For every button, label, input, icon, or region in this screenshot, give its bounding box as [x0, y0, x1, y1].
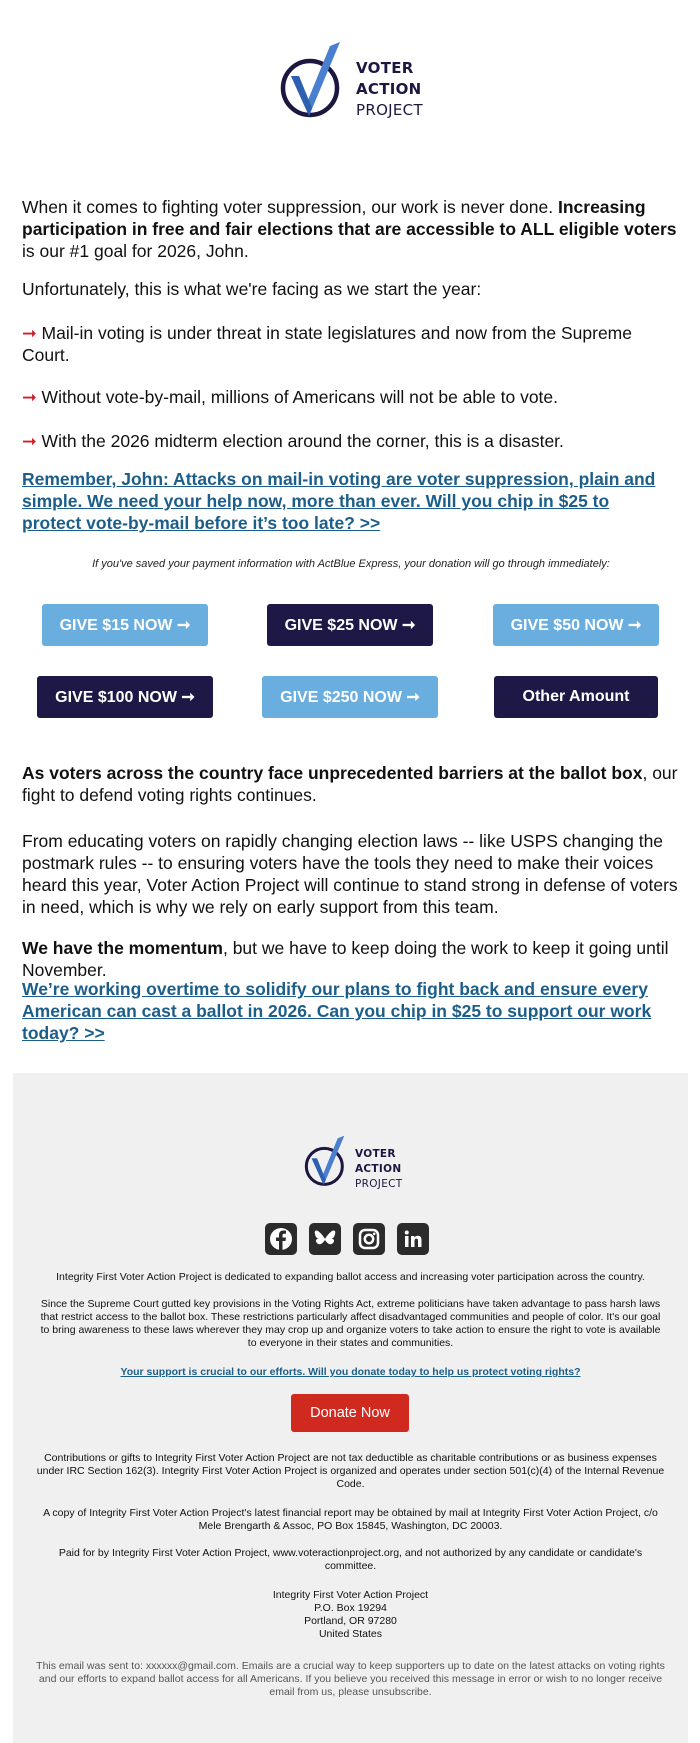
intro-paragraph: [22, 196, 682, 262]
bullet-item: [22, 430, 682, 452]
other-amount-button[interactable]: Other Amount: [494, 676, 658, 718]
support-link[interactable]: Your support is crucial to our efforts. Will you donate today to help us protect voting rights?: [120, 1366, 581, 1378]
address-line: P.O. Box 19294: [314, 1602, 387, 1614]
social-links: [265, 1223, 435, 1257]
logo-word-project: PROJECT: [356, 101, 423, 119]
support-paragraph: [13, 1366, 688, 1379]
barriers-rest: , our fight to defend voting rights continues.: [22, 762, 678, 805]
momentum-paragraph: [22, 937, 682, 981]
give-50-button[interactable]: GIVE $50 NOW ➞: [493, 604, 659, 646]
bullet-item: [22, 386, 682, 408]
address-line: Portland, OR 97280: [304, 1615, 397, 1627]
tax-disclaimer: Contributions or gifts to Integrity First Voter Action Project are not tax deductible as charitable contributions or as business expenses under IRC Section 162(3). Integrity First Voter Action Project is organized and operates under section 501(c)(4) of the Internal Revenue Code.: [36, 1452, 665, 1490]
checkmark-logo-icon: [278, 38, 350, 128]
address-line: United States: [318, 1628, 383, 1640]
bullet-text: Mail-in voting is under threat in state legislatures and now from the Supreme Court.: [22, 323, 632, 365]
educating-paragraph: From educating voters on rapidly changing election laws -- like USPS changing the postmark rules -- to ensuring voters have the tools they need to make their voices heard this year, Voter Action Project will continue to stand strong in defense of voters in need, which is why we rely on early support from this team.: [22, 830, 678, 917]
header-logo[interactable]: [278, 38, 438, 138]
logo-word-voter: VOTER: [356, 59, 414, 77]
footer: [13, 1073, 688, 1743]
actblue-express-note: If you've saved your payment information with ActBlue Express, your donation will go through immediately:: [92, 558, 610, 570]
logo-word-action: ACTION: [356, 80, 422, 98]
logo-wordmark: [355, 1147, 402, 1192]
donate-cta-link-2[interactable]: We’re working overtime to solidify our plans to fight back and ensure every American can cast a ballot in 2026. Can you chip in $25 to support our work today? >>: [22, 979, 652, 1043]
email-sent-to-text: This email was sent to: xxxxxx@gmail.com. Emails are a crucial way to keep supporters up to date on the latest attacks on voting rights and our efforts to expand ballot access for all Americans. If you believe you received this message in error or wish to no longer receive email from us, please unsubscribe.: [36, 1660, 665, 1698]
financial-report-text: A copy of Integrity First Voter Action Project's latest financial report may be obtained by mail at Integrity First Voter Action Project, c/o Mele Brengarth & Assoc, PO Box 15845, Washington, DC 20003.: [43, 1507, 658, 1532]
give-15-button[interactable]: GIVE $15 NOW ➞: [42, 604, 208, 646]
checkmark-logo-icon: [303, 1133, 351, 1193]
paid-for-text: Paid for by Integrity First Voter Action Project, www.voteractionproject.org, and not authorized by any candidate or candidate's committee.: [58, 1547, 643, 1572]
intro-text-bold: Increasing participation in free and fair elections that are accessible to ALL eligible voters: [22, 197, 677, 239]
linkedin-icon[interactable]: [397, 1223, 429, 1255]
context-text: Since the Supreme Court gutted key provisions in the Voting Rights Act, extreme politicians have taken advantage to pass harsh laws that restrict access to the ballot box. These restrictions particularly affect disadvantaged communities and people of color. It's our goal to bring awareness to these laws wherever they may crop up and organize voters to take action to ensure the right to vote is available to everyone in their states and communities.: [40, 1298, 661, 1349]
give-250-button[interactable]: GIVE $250 NOW ➞: [262, 676, 438, 718]
logo-word-project: PROJECT: [355, 1178, 403, 1190]
address-line: Integrity First Voter Action Project: [272, 1589, 429, 1601]
red-arrow-icon: ➞: [22, 387, 37, 407]
bluesky-icon[interactable]: [309, 1223, 341, 1255]
logo-word-voter: VOTER: [355, 1148, 396, 1160]
red-arrow-icon: ➞: [22, 431, 37, 451]
logo-word-action: ACTION: [355, 1163, 402, 1175]
mailing-address: [13, 1589, 688, 1641]
give-100-button[interactable]: GIVE $100 NOW ➞: [37, 676, 213, 718]
donate-cta-link-1[interactable]: Remember, John: Attacks on mail-in voting are voter suppression, plain and simple. We need your help now, more than ever. Will you chip in $25 to protect vote-by-mail before it’s too late? >>: [22, 469, 656, 533]
intro-text-b: is our #1 goal for 2026, John.: [22, 241, 249, 261]
momentum-rest: , but we have to keep doing the work to keep it going until November.: [22, 937, 669, 980]
barriers-paragraph: [22, 762, 682, 806]
momentum-bold: We have the momentum: [22, 937, 223, 958]
donate-now-button[interactable]: Donate Now: [291, 1394, 409, 1432]
instagram-icon[interactable]: [353, 1223, 385, 1255]
give-25-button[interactable]: GIVE $25 NOW ➞: [267, 604, 433, 646]
facing-paragraph: Unfortunately, this is what we're facing as we start the year:: [22, 279, 482, 299]
barriers-bold: As voters across the country face unprecedented barriers at the ballot box: [22, 762, 643, 783]
red-arrow-icon: ➞: [22, 323, 37, 343]
bullet-item: [22, 322, 682, 366]
footer-logo[interactable]: [303, 1133, 413, 1203]
mission-text: Integrity First Voter Action Project is dedicated to expanding ballot access and increasing voter participation across the country.: [56, 1271, 645, 1283]
logo-wordmark: [356, 58, 423, 121]
bullet-text: With the 2026 midterm election around the corner, this is a disaster.: [41, 431, 564, 451]
facebook-icon[interactable]: [265, 1223, 297, 1255]
intro-text-a: When it comes to fighting voter suppression, our work is never done.: [22, 197, 558, 217]
bullet-text: Without vote-by-mail, millions of Americans will not be able to vote.: [41, 387, 559, 407]
